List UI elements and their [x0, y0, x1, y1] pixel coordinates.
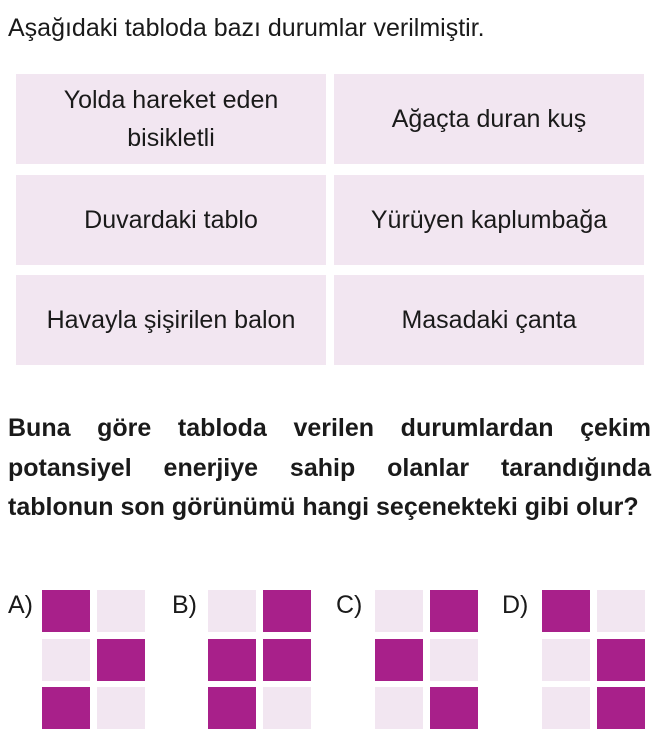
table-cell: Yürüyen kaplumbağa — [334, 175, 644, 265]
option-label: A) — [8, 591, 33, 619]
unshaded-cell — [263, 687, 311, 729]
unshaded-cell — [97, 687, 145, 729]
shaded-cell — [208, 687, 256, 729]
shaded-cell — [375, 639, 423, 681]
shaded-cell — [430, 687, 478, 729]
shaded-cell — [597, 639, 645, 681]
unshaded-cell — [430, 639, 478, 681]
unshaded-cell — [42, 639, 90, 681]
shaded-cell — [97, 639, 145, 681]
shaded-cell — [42, 590, 90, 632]
option-label: D) — [502, 591, 529, 619]
shaded-cell — [263, 590, 311, 632]
option-label: C) — [336, 591, 363, 619]
shaded-cell — [597, 687, 645, 729]
unshaded-cell — [97, 590, 145, 632]
shaded-cell — [208, 639, 256, 681]
shaded-cell — [42, 687, 90, 729]
question-text: Buna göre tabloda verilen durumlardan çekim potansiyel enerjiye sahip olanlar tarandığında tablonun son görünümü hangi seçenekteki gibi olur? — [8, 414, 651, 521]
unshaded-cell — [208, 590, 256, 632]
option-label: B) — [172, 591, 197, 619]
unshaded-cell — [597, 590, 645, 632]
shaded-cell — [542, 590, 590, 632]
table-cell: Havayla şişirilen balon — [16, 275, 326, 365]
unshaded-cell — [542, 687, 590, 729]
unshaded-cell — [542, 639, 590, 681]
table-cell: Duvardaki tablo — [16, 175, 326, 265]
table-cell: Yolda hareket eden bisikletli — [16, 74, 326, 164]
table-cell: Masadaki çanta — [334, 275, 644, 365]
table-cell: Ağaçta duran kuş — [334, 74, 644, 164]
intro-text: Aşağıdaki tabloda bazı durumlar verilmiştir. — [8, 14, 485, 42]
shaded-cell — [263, 639, 311, 681]
shaded-cell — [430, 590, 478, 632]
unshaded-cell — [375, 590, 423, 632]
unshaded-cell — [375, 687, 423, 729]
